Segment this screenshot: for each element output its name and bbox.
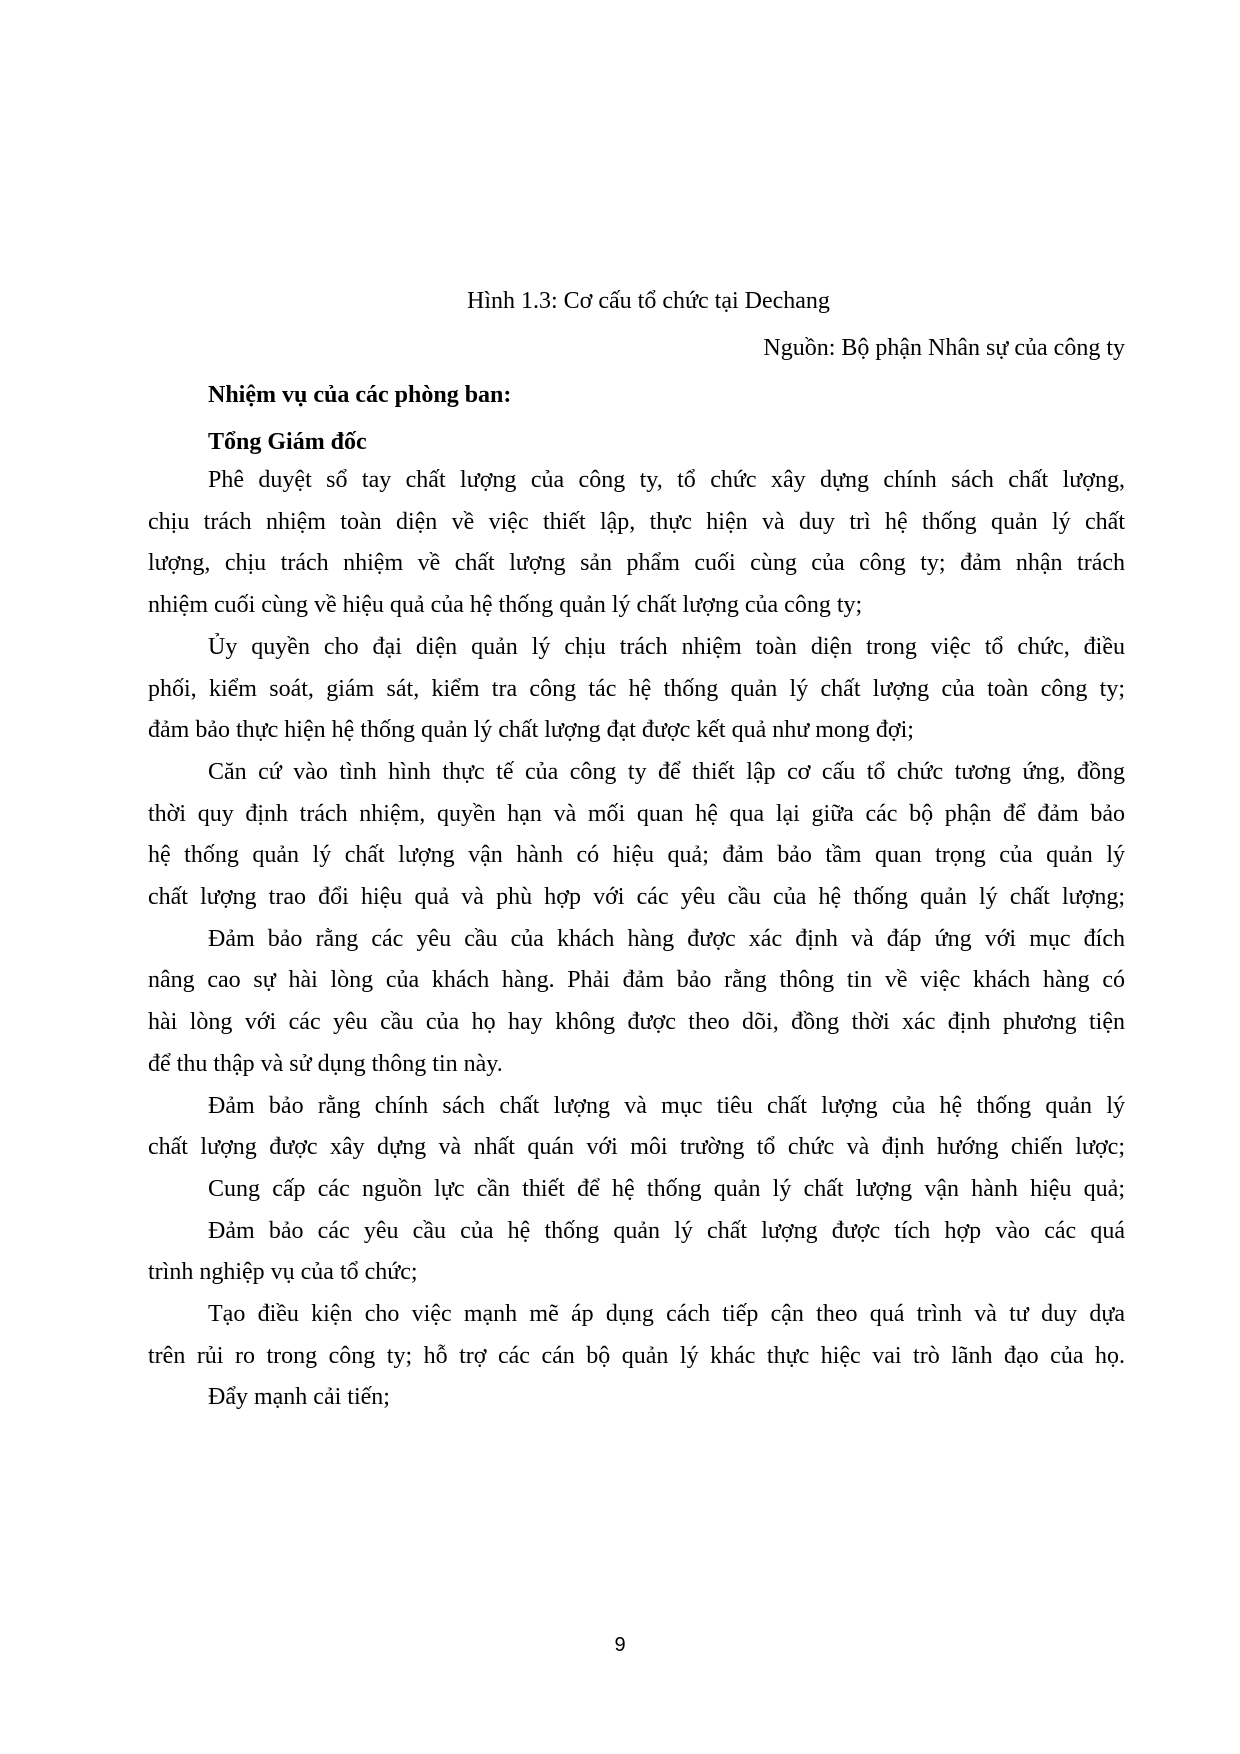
- paragraph-line: Đẩy mạnh cải tiến;: [208, 1384, 390, 1411]
- paragraph-line: trình nghiệp vụ của tổ chức;: [148, 1259, 418, 1286]
- paragraph-line: để thu thập và sử dụng thông tin này.: [148, 1050, 503, 1077]
- figure-caption: Hình 1.3: Cơ cấu tổ chức tại Dechang: [467, 288, 830, 314]
- section-heading: Nhiệm vụ của các phòng ban:: [208, 382, 512, 408]
- paragraph-line: Cung cấp các nguồn lực cần thiết để hệ thống quản lý chất lượng vận hành hiệu quả;: [208, 1175, 1125, 1202]
- paragraph-line: lượng, chịu trách nhiệm về chất lượng sản phẩm cuối cùng của công ty; đảm nhận trách: [148, 550, 1125, 577]
- paragraph-line: Căn cứ vào tình hình thực tế của công ty để thiết lập cơ cấu tổ chức tương ứng, đồng: [208, 758, 1125, 785]
- paragraph-line: Phê duyệt sổ tay chất lượng của công ty, tổ chức xây dựng chính sách chất lượng,: [208, 467, 1125, 493]
- paragraph-line: phối, kiểm soát, giám sát, kiểm tra công tác hệ thống quản lý chất lượng của toàn công ty;: [148, 675, 1125, 702]
- paragraph-line: Đảm bảo rằng các yêu cầu của khách hàng được xác định và đáp ứng với mục đích: [208, 925, 1125, 952]
- paragraph-line: hài lòng với các yêu cầu của họ hay không được theo dõi, đồng thời xác định phương tiện: [148, 1009, 1125, 1036]
- figure-source: Nguồn: Bộ phận Nhân sự của công ty: [763, 335, 1125, 361]
- paragraph-line: trên rủi ro trong công ty; hỗ trợ các cán bộ quản lý khác thực hiệc vai trò lãnh đạo của họ.: [148, 1342, 1125, 1369]
- subsection-heading: Tổng Giám đốc: [208, 429, 367, 455]
- paragraph-line: nâng cao sự hài lòng của khách hàng. Phải đảm bảo rằng thông tin về việc khách hàng có: [148, 967, 1125, 994]
- paragraph-line: chất lượng được xây dựng và nhất quán với môi trường tổ chức và định hướng chiến lược;: [148, 1134, 1125, 1161]
- paragraph-line: Đảm bảo rằng chính sách chất lượng và mục tiêu chất lượng của hệ thống quản lý: [208, 1092, 1125, 1119]
- paragraph-line: Ủy quyền cho đại diện quản lý chịu trách nhiệm toàn diện trong việc tổ chức, điều: [208, 633, 1125, 660]
- paragraph-line: thời quy định trách nhiệm, quyền hạn và mối quan hệ qua lại giữa các bộ phận để đảm bảo: [148, 800, 1125, 827]
- paragraph-line: nhiệm cuối cùng về hiệu quả của hệ thống quản lý chất lượng của công ty;: [148, 592, 863, 619]
- paragraph-line: chất lượng trao đổi hiệu quả và phù hợp với các yêu cầu của hệ thống quản lý chất lượng;: [148, 884, 1125, 910]
- paragraph-line: Tạo điều kiện cho việc mạnh mẽ áp dụng cách tiếp cận theo quá trình và tư duy dựa: [208, 1301, 1125, 1327]
- paragraph-line: hệ thống quản lý chất lượng vận hành có hiệu quả; đảm bảo tầm quan trọng của quản lý: [148, 842, 1125, 869]
- paragraph-line: Đảm bảo các yêu cầu của hệ thống quản lý chất lượng được tích hợp vào các quá: [208, 1217, 1125, 1244]
- paragraph-line: chịu trách nhiệm toàn diện về việc thiết lập, thực hiện và duy trì hệ thống quản lý chất: [148, 508, 1125, 535]
- page-number: 9: [614, 1634, 626, 1656]
- paragraph-line: đảm bảo thực hiện hệ thống quản lý chất lượng đạt được kết quả như mong đợi;: [148, 717, 914, 744]
